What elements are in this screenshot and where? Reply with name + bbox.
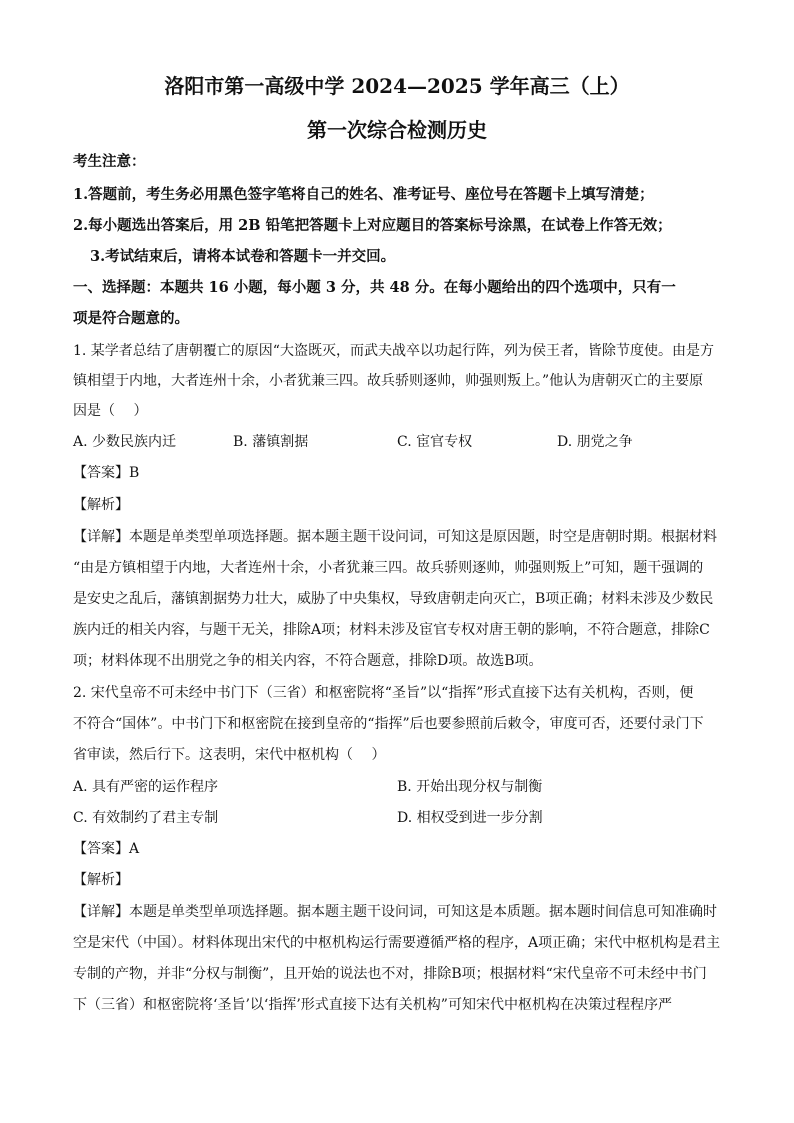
notice-item-2: 2.每小题选出答案后，用 2B 铅笔把答题卡上对应题目的答案标号涂黑，在试卷上作答无效； [73,217,672,234]
q2-detail-line-4: 下（三省）和枢密院将‘圣旨’以‘指挥’形式直接下达有关机构”可知宋代中枢机构在决策过程程序严 [73,997,672,1013]
q1-stem-line-3: 因是（ ） [73,403,148,419]
q1-analysis-heading: 【解析】 [73,497,129,513]
q2-option-d: D. 相权受到进一步分割 [397,810,543,826]
q2-option-b: B. 开始出现分权与制衡 [397,779,543,795]
q1-stem-line-2: 镇相望于内地，大者连州十余，小者犹兼三四。故兵骄则逐帅，帅强则叛上。”他认为唐朝灭亡的主要原 [73,373,704,389]
q2-stem-line-2: 不符合“国体”。中书门下和枢密院在接到皇帝的“指挥”后也要参照前后敕令，审度可否，还要付录门下 [73,716,704,732]
q1-option-a: A. 少数民族内迁 [73,434,177,450]
q1-answer: 【答案】B [73,465,140,481]
q1-detail-line-4: 族内迁的相关内容，与题干无关，排除A项；材料未涉及宦官专权对唐王朝的影响，不符合题意，排除C [73,622,710,638]
q2-analysis-heading: 【解析】 [73,872,129,888]
notice-heading: 考生注意： [73,153,146,170]
q1-option-b: B. 藩镇割据 [233,434,309,450]
q1-option-d: D. 朋党之争 [557,434,633,450]
page-subtitle: 第一次综合检测历史 [307,118,487,142]
q1-detail-line-1: 【详解】本题是单类型单项选择题。据本题主题干设问词，可知这是原因题，时空是唐朝时期。根据材料 [73,529,717,545]
q2-detail-line-3: 专制的产物，并非“分权与制衡”，且开始的说法也不对，排除B项；根据材料“宋代皇帝不可未经中书门 [73,966,707,982]
q2-option-c: C. 有效制约了君主专制 [73,810,219,826]
q1-option-c: C. 宦官专权 [397,434,473,450]
q2-stem-line-3: 省审读，然后行下。这表明，宋代中枢机构（ ） [73,747,386,763]
page-title: 洛阳市第一高级中学 2024—2025 学年高三（上） [164,74,630,98]
q1-detail-line-5: 项；材料体现不出朋党之争的相关内容，不符合题意，排除D项。故选B项。 [73,653,543,669]
q1-detail-line-2: “由是方镇相望于内地，大者连州十余，小者犹兼三四。故兵骄则逐帅，帅强则叛上”可知，题干强调的 [73,560,704,576]
notice-item-3: 3.考试结束后，请将本试卷和答题卡一并交回。 [90,248,396,265]
q1-stem-line-1: 1. 某学者总结了唐朝覆亡的原因“大盗既灭，而武夫战卒以功起行阵，列为侯王者，皆除节度使。由是方 [73,343,714,359]
section-heading-line-1: 一、选择题：本题共 16 小题，每小题 3 分，共 48 分。在每小题给出的四个选项中，只有一 [73,279,676,296]
q2-option-a: A. 具有严密的运作程序 [73,779,219,795]
q2-detail-line-2: 空是宋代（中国）。材料体现出宋代的中枢机构运行需要遵循严格的程序，A项正确；宋代中枢机构是君主 [73,935,721,951]
q2-answer: 【答案】A [73,841,140,857]
notice-item-1: 1.答题前，考生务必用黑色签字笔将自己的姓名、准考证号、座位号在答题卡上填写清楚； [73,186,654,203]
q2-stem-line-1: 2. 宋代皇帝不可未经中书门下（三省）和枢密院将“圣旨”以“指挥”形式直接下达有关机构，否则，便 [73,685,694,701]
q1-detail-line-3: 是安史之乱后，藩镇割据势力壮大，威胁了中央集权，导致唐朝走向灭亡，B项正确；材料未涉及少数民 [73,591,714,607]
section-heading-line-2: 项是符合题意的。 [73,310,189,327]
q2-detail-line-1: 【详解】本题是单类型单项选择题。据本题主题干设问词，可知这是本质题。据本题时间信息可知准确时 [73,904,717,920]
